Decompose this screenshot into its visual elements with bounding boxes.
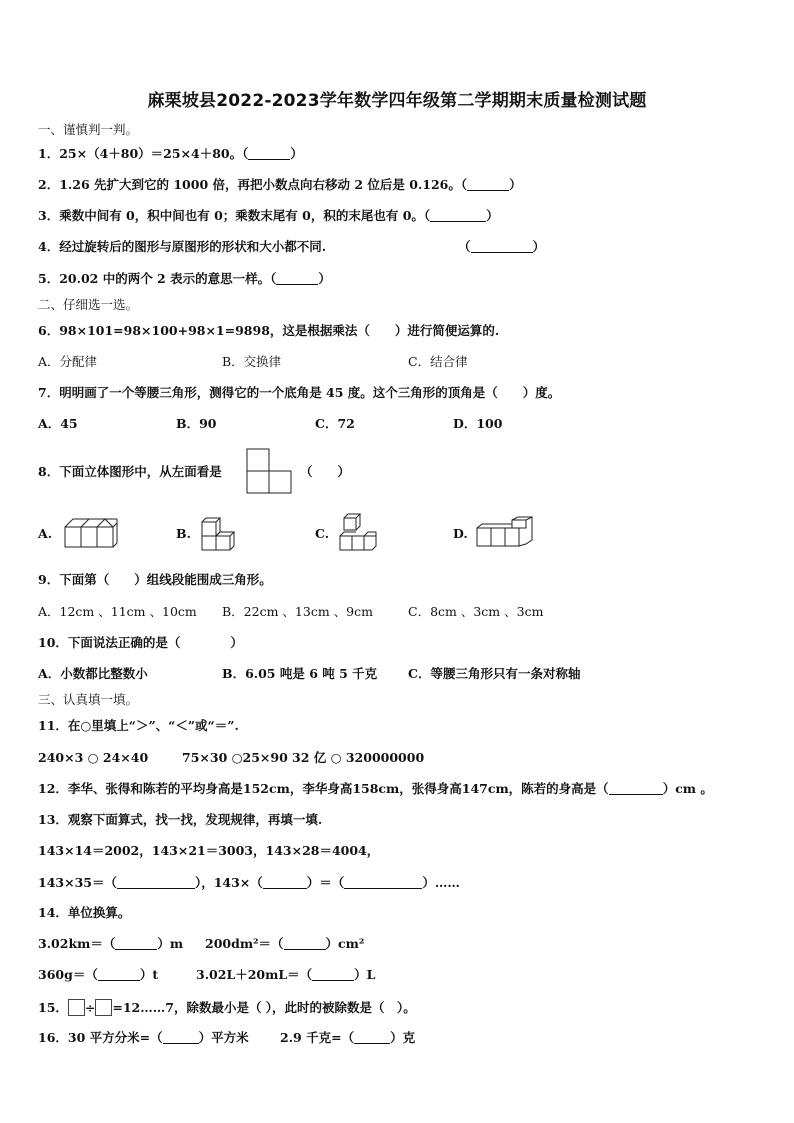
- question-8-text: 8．下面立体图形中，从左面看是: [38, 464, 222, 479]
- question-12: [38, 781, 713, 797]
- answer-blank-13c[interactable]: [344, 876, 422, 889]
- question-2-text: 2．1.26 先扩大到它的 1000 倍，再把小数点向右移动 2 位后是 0.126。（: [38, 177, 468, 192]
- q14-b-unit: ）cm²: [325, 936, 365, 951]
- question-5-close: ）: [318, 271, 331, 286]
- question-4-answer: [458, 239, 545, 255]
- answer-blank-13b[interactable]: [263, 876, 307, 889]
- q9-option-c[interactable]: C．8cm 、3cm 、3cm: [408, 604, 544, 619]
- answer-blank-16b[interactable]: [354, 1031, 390, 1044]
- q16-item-b: [280, 1030, 415, 1046]
- q14-item-d: [196, 967, 375, 983]
- q10-option-c[interactable]: C．等腰三角形只有一条对称轴: [408, 666, 581, 681]
- question-6: 6．98×101=98×100+98×1=9898，这是根据乘法（ ）进行简便运算的.: [38, 323, 500, 338]
- question-7: 7．明明画了一个等腰三角形，测得它的一个底角是 45 度。这个三角形的顶角是（ ）度。: [38, 385, 561, 400]
- answer-blank-14c[interactable]: [98, 968, 140, 981]
- question-3: [38, 208, 499, 224]
- q15-number: 15．: [38, 1000, 68, 1015]
- question-4-close: ）: [532, 239, 546, 254]
- left-view-figure: [246, 448, 292, 494]
- q14-item-c: [38, 967, 158, 983]
- q6-option-c[interactable]: C．结合律: [408, 354, 468, 369]
- question-1-close: ）: [290, 146, 303, 161]
- question-11: 11．在○里填上“＞”、“＜”或“＝”.: [38, 718, 239, 733]
- q8-option-c[interactable]: C.: [315, 526, 330, 541]
- section-3-heading: 三、认真填一填。: [38, 692, 139, 707]
- q9-option-a[interactable]: A．12cm 、11cm 、10cm: [38, 604, 197, 619]
- section-1-heading: 一、谨慎判一判。: [38, 122, 139, 137]
- cube-figure-b: [198, 514, 240, 554]
- question-12-text: 12．李华、张得和陈若的平均身高是152cm，李华身高158cm，张得身高147cm，陈若的身高是（: [38, 781, 609, 796]
- question-4: [38, 239, 326, 255]
- q8-option-b[interactable]: B.: [176, 526, 191, 541]
- q14-item-a: [38, 936, 183, 952]
- q13-part-a: 143×35＝（: [38, 875, 117, 890]
- q11-item-1[interactable]: 240×3 ○ 24×40: [38, 750, 149, 765]
- q15-text: =12……7，除数最小是（ ），此时的被除数是（ ）。: [112, 1000, 416, 1015]
- q14-a-text: 3.02km＝（: [38, 936, 116, 951]
- answer-blank-16a[interactable]: [163, 1031, 199, 1044]
- question-1: [38, 146, 303, 162]
- question-1-text: 1．25×（4＋80）＝25×4＋80。（: [38, 146, 249, 161]
- q14-a-unit: ）m: [157, 936, 184, 951]
- question-8-paren: （ ）: [300, 464, 351, 479]
- answer-blank-2[interactable]: [467, 178, 509, 191]
- q14-d-unit: ）L: [354, 967, 376, 982]
- question-15: [38, 999, 416, 1016]
- question-14: 14．单位换算。: [38, 905, 131, 920]
- q9-option-b[interactable]: B．22cm 、13cm 、9cm: [222, 604, 373, 619]
- q13-part-c: ）＝（: [306, 875, 345, 890]
- q10-option-b[interactable]: B．6.05 吨是 6 吨 5 千克: [222, 666, 378, 681]
- q6-option-a[interactable]: A．分配律: [38, 354, 98, 369]
- question-12-unit: ）cm 。: [662, 781, 713, 796]
- q11-item-2[interactable]: 75×30 ○25×90: [182, 750, 288, 765]
- answer-blank-13a[interactable]: [117, 876, 195, 889]
- q13-part-d: ）……: [422, 875, 460, 890]
- question-4-open: （: [458, 239, 471, 254]
- q7-option-b[interactable]: B．90: [176, 416, 217, 431]
- question-10: 10．下面说法正确的是（ ）: [38, 635, 243, 650]
- divisor-box[interactable]: [95, 999, 112, 1016]
- q16-a-text: 16．30 平方分米=（: [38, 1030, 163, 1045]
- answer-blank-12[interactable]: [609, 782, 663, 795]
- page-title: 麻栗坡县2022-2023学年数学四年级第二学期期末质量检测试题: [147, 91, 647, 111]
- q7-option-a[interactable]: A．45: [38, 416, 78, 431]
- cube-figure-a: [62, 514, 118, 552]
- answer-blank-3[interactable]: [430, 209, 486, 222]
- q16-a-unit: ）平方米: [198, 1030, 249, 1045]
- question-13-pattern: 143×14＝2002，143×21＝3003，143×28＝4004，: [38, 843, 380, 858]
- q15-divide-sign: ÷: [84, 1000, 96, 1015]
- q13-part-b: ），143×（: [194, 875, 263, 890]
- q16-b-text: 2.9 千克=（: [280, 1030, 355, 1045]
- q14-b-text: 200dm²＝（: [205, 936, 284, 951]
- q14-d-text: 3.02L＋20mL＝（: [196, 967, 313, 982]
- q7-option-d[interactable]: D．100: [453, 416, 503, 431]
- question-2-close: ）: [509, 177, 522, 192]
- q16-b-unit: ）克: [390, 1030, 416, 1045]
- answer-blank-14b[interactable]: [284, 937, 326, 950]
- q14-item-b: [205, 936, 364, 952]
- answer-blank-5[interactable]: [276, 272, 318, 285]
- q11-item-3[interactable]: 32 亿 ○ 320000000: [292, 750, 425, 765]
- section-2-heading: 二、仔细选一选。: [38, 297, 139, 312]
- q8-option-d[interactable]: D.: [453, 526, 468, 541]
- question-2: [38, 177, 522, 193]
- question-16: [38, 1030, 249, 1046]
- question-5: [38, 271, 331, 287]
- dividend-box[interactable]: [68, 999, 85, 1016]
- q10-option-a[interactable]: A．小数都比整数小: [38, 666, 148, 681]
- cube-figure-d: [474, 516, 536, 550]
- answer-blank-1[interactable]: [248, 147, 290, 160]
- q6-option-b[interactable]: B．交换律: [222, 354, 282, 369]
- q14-c-unit: ）t: [139, 967, 159, 982]
- question-4-text: 4．经过旋转后的图形与原图形的形状和大小都不同.: [38, 239, 327, 254]
- question-13: 13．观察下面算式，找一找，发现规律，再填一填.: [38, 812, 323, 827]
- question-5-text: 5．20.02 中的两个 2 表示的意思一样。（: [38, 271, 277, 286]
- q8-option-a[interactable]: A.: [38, 526, 53, 541]
- answer-blank-14d[interactable]: [312, 968, 354, 981]
- answer-blank-4[interactable]: [471, 240, 533, 253]
- q7-option-c[interactable]: C．72: [315, 416, 355, 431]
- q14-c-text: 360g＝（: [38, 967, 98, 982]
- question-13-fill: [38, 875, 460, 891]
- question-3-text: 3．乘数中间有 0，积中间也有 0；乘数末尾有 0，积的末尾也有 0。（: [38, 208, 431, 223]
- answer-blank-14a[interactable]: [115, 937, 157, 950]
- cube-figure-c: [336, 512, 380, 554]
- question-9: 9．下面第（ ）组线段能围成三角形。: [38, 572, 272, 587]
- question-3-close: ）: [486, 208, 499, 223]
